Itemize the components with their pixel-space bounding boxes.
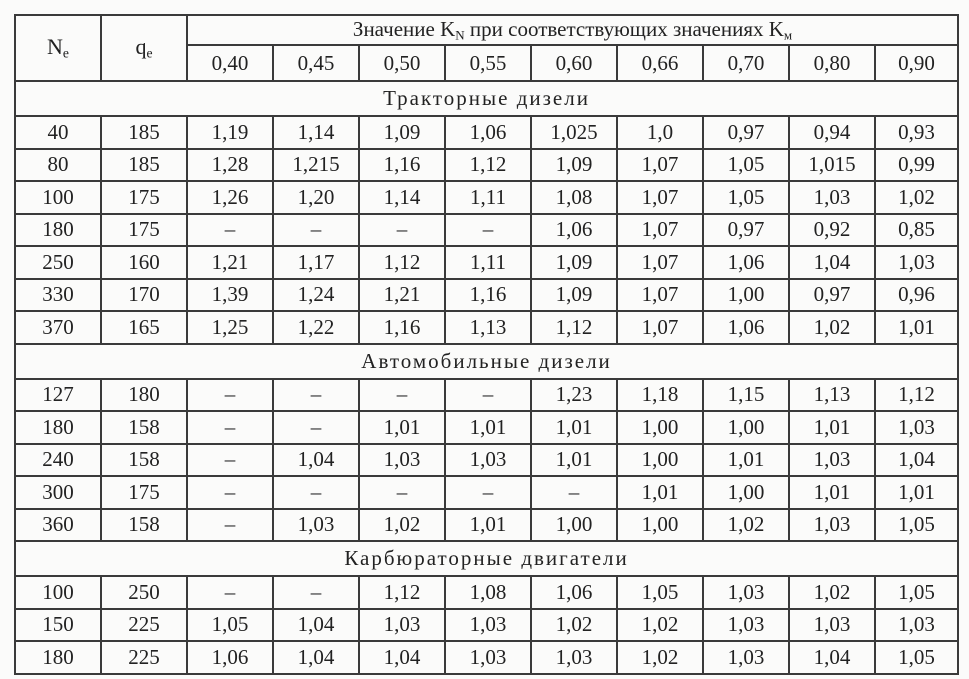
cell-kn: 1,06 [531,576,617,609]
cell-kn: 1,19 [187,116,273,149]
table-row [15,509,958,542]
cell-kn: 1,03 [789,444,875,477]
cell-qe: 158 [101,509,187,542]
cell-kn: 1,17 [273,246,359,279]
cell-kn: 1,01 [703,444,789,477]
cell-ne: 250 [15,246,101,279]
cell-kn: – [187,379,273,412]
cell-qe: 175 [101,214,187,247]
kn-subscript: N [455,27,465,43]
cell-ne: 80 [15,149,101,182]
cell-ne: 370 [15,311,101,344]
cell-kn: 1,05 [875,641,958,674]
cell-kn: – [273,379,359,412]
cell-kn: 1,03 [445,609,531,642]
cell-kn: 1,06 [187,641,273,674]
cell-kn: 1,04 [359,641,445,674]
cell-kn: – [445,379,531,412]
cell-kn: 1,18 [617,379,703,412]
cell-kn: 1,02 [617,641,703,674]
qe-label: q [135,33,147,59]
cell-kn: 1,04 [273,609,359,642]
cell-kn: 1,03 [359,444,445,477]
cell-kn: – [273,576,359,609]
cell-kn: 1,09 [531,246,617,279]
ne-subscript: e [62,45,69,61]
cell-kn: 1,09 [531,279,617,312]
cell-kn: 1,02 [789,311,875,344]
cell-kn: 1,01 [875,476,958,509]
ne-label: N [47,33,63,59]
cell-qe: 185 [101,149,187,182]
cell-kn: – [273,411,359,444]
cell-kn: 1,04 [875,444,958,477]
cell-ne: 180 [15,214,101,247]
cell-kn: – [445,476,531,509]
cell-kn: 1,07 [617,214,703,247]
cell-kn: 0,94 [789,116,875,149]
cell-kn: 1,015 [789,149,875,182]
section-title: Тракторные дизели [15,81,958,116]
cell-kn: – [187,411,273,444]
cell-kn: 1,03 [875,246,958,279]
table-row [15,214,958,247]
cell-qe: 160 [101,246,187,279]
cell-kn: 1,03 [875,411,958,444]
km-value-header: 0,45 [273,45,359,81]
section-title: Карбюраторные двигатели [15,541,958,576]
cell-kn: 1,16 [359,149,445,182]
cell-qe: 250 [101,576,187,609]
km-value-header: 0,55 [445,45,531,81]
cell-kn: 1,02 [531,609,617,642]
cell-kn: 1,05 [875,509,958,542]
cell-kn: 1,12 [359,576,445,609]
km-value-header: 0,60 [531,45,617,81]
cell-kn: 1,01 [617,476,703,509]
cell-kn: 1,03 [703,609,789,642]
cell-kn: 1,00 [703,411,789,444]
cell-kn: – [359,379,445,412]
column-header-ne [15,15,101,81]
table-row [15,641,958,674]
cell-kn: 1,05 [875,576,958,609]
cell-kn: 1,01 [531,444,617,477]
cell-kn: 1,05 [703,181,789,214]
cell-kn: 1,02 [617,609,703,642]
cell-kn: 1,11 [445,246,531,279]
km-value-header: 0,50 [359,45,445,81]
cell-qe: 175 [101,476,187,509]
cell-kn: 1,15 [703,379,789,412]
cell-kn: 1,16 [359,311,445,344]
cell-kn: 1,0 [617,116,703,149]
cell-kn: – [359,214,445,247]
header-row-title [15,15,958,45]
kn-title-part1: Значение K [352,16,456,41]
cell-kn: 1,03 [445,641,531,674]
cell-ne: 360 [15,509,101,542]
cell-kn: 1,06 [703,246,789,279]
cell-kn: 1,12 [445,149,531,182]
cell-kn: 0,97 [703,116,789,149]
cell-kn: 1,00 [617,444,703,477]
cell-kn: 1,01 [445,509,531,542]
kn-title-part2: при соответствующих значениях K [464,16,784,41]
cell-kn: 1,03 [789,609,875,642]
cell-kn: 1,25 [187,311,273,344]
cell-kn: 1,03 [273,509,359,542]
cell-qe: 158 [101,411,187,444]
cell-kn: 1,02 [789,576,875,609]
cell-kn: 1,14 [273,116,359,149]
cell-kn: 1,22 [273,311,359,344]
cell-kn: 1,04 [273,641,359,674]
cell-kn: 1,24 [273,279,359,312]
cell-ne: 40 [15,116,101,149]
cell-ne: 330 [15,279,101,312]
cell-kn: 1,23 [531,379,617,412]
cell-kn: – [531,476,617,509]
cell-ne: 100 [15,576,101,609]
cell-kn: 1,09 [531,149,617,182]
cell-kn: 0,97 [703,214,789,247]
cell-kn: 1,13 [789,379,875,412]
cell-kn: 1,05 [187,609,273,642]
cell-kn: 1,12 [875,379,958,412]
cell-kn: 1,16 [445,279,531,312]
cell-kn: 0,93 [875,116,958,149]
km-subscript: м [783,27,793,43]
cell-kn: 0,92 [789,214,875,247]
table-row [15,149,958,182]
cell-qe: 225 [101,641,187,674]
cell-kn: 1,215 [273,149,359,182]
cell-kn: 0,85 [875,214,958,247]
cell-kn: 1,07 [617,149,703,182]
table-row [15,246,958,279]
cell-ne: 240 [15,444,101,477]
cell-qe: 158 [101,444,187,477]
cell-qe: 185 [101,116,187,149]
cell-kn: 1,08 [445,576,531,609]
cell-kn: 1,04 [789,641,875,674]
table-row [15,476,958,509]
cell-kn: 0,96 [875,279,958,312]
cell-kn: 1,05 [617,576,703,609]
km-value-header: 0,80 [789,45,875,81]
cell-kn: 1,00 [617,509,703,542]
cell-kn: 1,025 [531,116,617,149]
cell-ne: 127 [15,379,101,412]
cell-kn: 1,13 [445,311,531,344]
cell-kn: 1,01 [531,411,617,444]
cell-ne: 180 [15,411,101,444]
cell-kn: – [359,476,445,509]
table-row [15,181,958,214]
table-body [15,81,958,674]
table-container [14,14,959,675]
cell-kn: 1,02 [703,509,789,542]
cell-ne: 180 [15,641,101,674]
cell-kn: 1,06 [445,116,531,149]
table-row [15,411,958,444]
cell-qe: 165 [101,311,187,344]
cell-kn: 1,07 [617,311,703,344]
section-row [15,344,958,379]
cell-kn: 1,21 [187,246,273,279]
cell-kn: 1,02 [359,509,445,542]
section-row [15,81,958,116]
cell-kn: 1,03 [359,609,445,642]
table-row [15,379,958,412]
table-row [15,444,958,477]
cell-ne: 100 [15,181,101,214]
table-row [15,609,958,642]
km-value-header: 0,70 [703,45,789,81]
cell-kn: 1,11 [445,181,531,214]
cell-kn: 1,07 [617,181,703,214]
cell-kn: 1,00 [531,509,617,542]
table-row [15,279,958,312]
table-row [15,116,958,149]
section-title: Автомобильные дизели [15,344,958,379]
cell-kn: 1,01 [445,411,531,444]
cell-kn: 1,03 [789,509,875,542]
cell-kn: 0,99 [875,149,958,182]
table-row [15,576,958,609]
cell-kn: 1,04 [273,444,359,477]
cell-kn: 1,03 [445,444,531,477]
cell-kn: 1,12 [359,246,445,279]
cell-kn: 1,03 [875,609,958,642]
column-group-header-kn [187,15,958,45]
qe-subscript: e [146,45,153,61]
cell-kn: 1,09 [359,116,445,149]
cell-qe: 175 [101,181,187,214]
cell-ne: 300 [15,476,101,509]
cell-qe: 170 [101,279,187,312]
cell-kn: 1,01 [875,311,958,344]
cell-kn: 1,21 [359,279,445,312]
column-header-qe [101,15,187,81]
cell-ne: 150 [15,609,101,642]
cell-kn: 1,08 [531,181,617,214]
cell-kn: 1,04 [789,246,875,279]
cell-kn: 1,06 [703,311,789,344]
cell-kn: 1,03 [703,641,789,674]
cell-qe: 225 [101,609,187,642]
cell-kn: 1,20 [273,181,359,214]
table-row [15,311,958,344]
cell-kn: – [187,476,273,509]
cell-kn: 1,28 [187,149,273,182]
cell-kn: 1,26 [187,181,273,214]
cell-kn: 1,01 [789,411,875,444]
section-row [15,541,958,576]
coefficient-table [14,14,959,675]
cell-kn: 1,39 [187,279,273,312]
cell-kn: 1,05 [703,149,789,182]
cell-qe: 180 [101,379,187,412]
cell-kn: 1,03 [531,641,617,674]
cell-kn: 1,03 [789,181,875,214]
cell-kn: 1,03 [703,576,789,609]
cell-kn: 1,07 [617,246,703,279]
km-value-header: 0,90 [875,45,958,81]
cell-kn: – [273,476,359,509]
cell-kn: – [187,509,273,542]
cell-kn: 1,14 [359,181,445,214]
cell-kn: 1,12 [531,311,617,344]
cell-kn: 1,01 [359,411,445,444]
cell-kn: 1,00 [617,411,703,444]
cell-kn: – [187,444,273,477]
cell-kn: 0,97 [789,279,875,312]
km-value-header: 0,40 [187,45,273,81]
cell-kn: 1,01 [789,476,875,509]
cell-kn: 1,02 [875,181,958,214]
cell-kn: – [187,576,273,609]
cell-kn: – [273,214,359,247]
cell-kn: – [187,214,273,247]
cell-kn: 1,07 [617,279,703,312]
km-value-header: 0,66 [617,45,703,81]
cell-kn: 1,00 [703,279,789,312]
cell-kn: 1,06 [531,214,617,247]
cell-kn: – [445,214,531,247]
cell-kn: 1,00 [703,476,789,509]
